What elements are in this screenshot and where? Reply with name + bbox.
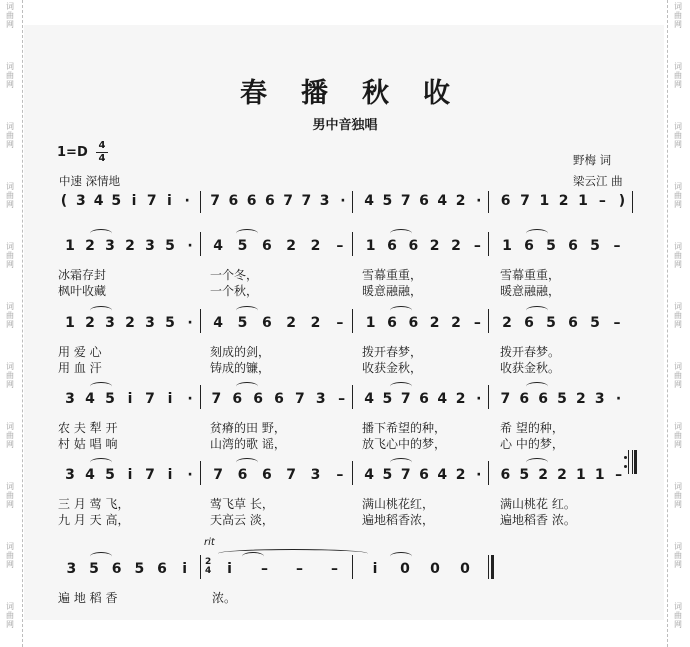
- note: 1: [575, 467, 586, 483]
- note: 7: [213, 467, 224, 483]
- watermark-text: 词 曲 网: [674, 62, 682, 89]
- barline: [352, 232, 353, 256]
- note: 1: [365, 238, 376, 254]
- note: 3: [594, 391, 605, 407]
- note: 3: [319, 193, 330, 209]
- note: 6: [261, 238, 272, 254]
- note: 3: [145, 238, 155, 254]
- lyric-text: 一个秋，: [210, 284, 259, 298]
- note: 2: [451, 315, 461, 331]
- note: 7: [400, 467, 411, 483]
- note: 2: [451, 238, 461, 254]
- note: 7: [283, 193, 293, 209]
- note: 7: [500, 391, 511, 407]
- note: 1: [594, 467, 605, 483]
- note: 5: [165, 238, 175, 254]
- lyric-text: 播下希望的种，: [362, 421, 447, 435]
- lyric-text: 满山桃花红，: [362, 497, 435, 511]
- note: i: [227, 561, 232, 577]
- lyric-text: 山湾的歌 谣，: [210, 437, 286, 451]
- watermark-text: 词 曲 网: [6, 422, 14, 449]
- lyric-text: 农 夫 犁 开: [58, 421, 118, 435]
- watermark-text: 词 曲 网: [674, 182, 682, 209]
- note: 1: [65, 315, 75, 331]
- note: 1: [502, 238, 512, 254]
- slur-mark: [90, 306, 112, 315]
- note: ·: [476, 467, 482, 483]
- note: 7: [210, 193, 220, 209]
- composer-credit: 梁云江 曲: [573, 174, 623, 188]
- note: 6: [261, 467, 272, 483]
- note: ·: [340, 193, 346, 209]
- note: 6: [408, 238, 419, 254]
- barline: [488, 191, 489, 213]
- slur-mark: [90, 552, 112, 561]
- note: i: [182, 561, 188, 577]
- note: 6: [228, 193, 239, 209]
- note: i: [372, 561, 378, 577]
- watermark-text: 词 曲 网: [674, 602, 682, 629]
- watermark-text: 词 曲 网: [6, 242, 14, 269]
- note: –: [336, 315, 344, 331]
- lyric-text: 收获金秋。: [500, 361, 561, 375]
- barline: [488, 385, 489, 409]
- barline: [488, 555, 489, 579]
- barline: [200, 461, 201, 485]
- barline: [200, 385, 201, 409]
- note: 2: [558, 193, 569, 209]
- note: 6: [157, 561, 167, 577]
- watermark-text: 词 曲 网: [674, 362, 682, 389]
- note: 5: [590, 238, 600, 254]
- note: 5: [382, 193, 393, 209]
- note: 1: [65, 238, 75, 254]
- watermark-text: 词 曲 网: [674, 302, 682, 329]
- note: 5: [165, 315, 175, 331]
- note: 2: [85, 238, 95, 254]
- slur-mark: [390, 229, 412, 238]
- note: 2: [429, 315, 440, 331]
- note: 3: [65, 391, 75, 407]
- watermark-text: 词 曲 网: [674, 2, 682, 29]
- lyric-text: 雪幕重重，: [362, 268, 423, 282]
- lyric-text: 浓。: [212, 591, 237, 605]
- barline: [352, 385, 353, 409]
- song-subtitle: 男中音独唱: [312, 118, 378, 133]
- note: 7: [286, 467, 297, 483]
- note: –: [473, 315, 481, 331]
- note: 7: [211, 391, 222, 407]
- time-change-top: 2: [205, 557, 212, 567]
- watermark-text: 词 曲 网: [6, 482, 14, 509]
- note: 2: [429, 238, 440, 254]
- note: 5: [590, 315, 600, 331]
- lyric-text: 收获金秋，: [362, 361, 423, 375]
- note: –: [261, 561, 268, 577]
- lyric-text: 暖意融融，: [500, 284, 561, 298]
- note: –: [336, 238, 344, 254]
- note: ·: [187, 391, 193, 407]
- watermark-text: 词 曲 网: [6, 182, 14, 209]
- repeat-dot: [624, 465, 627, 468]
- note: 4: [85, 391, 95, 407]
- note: 6: [408, 315, 419, 331]
- lyric-text: 一个冬，: [210, 268, 259, 282]
- note: 1: [578, 193, 588, 209]
- note: 4: [93, 193, 104, 209]
- note: 4: [437, 391, 448, 407]
- lyric-text: 刻成的剑，: [210, 345, 271, 359]
- watermark-text: 词 曲 网: [6, 362, 14, 389]
- barline: [352, 191, 353, 213]
- note: 6: [387, 238, 397, 254]
- note: 5: [546, 238, 556, 254]
- note: 2: [125, 315, 135, 331]
- note: 6: [524, 315, 534, 331]
- note: 7: [294, 391, 305, 407]
- note: 7: [301, 193, 312, 209]
- note: 0: [430, 561, 440, 577]
- note: ·: [187, 315, 193, 331]
- note: 4: [437, 193, 448, 209]
- note: i: [131, 193, 137, 209]
- barline: [200, 555, 201, 579]
- note: 2: [575, 391, 586, 407]
- note: 2: [455, 467, 466, 483]
- note: 5: [111, 193, 122, 209]
- note: 4: [364, 391, 375, 407]
- note: 5: [557, 391, 567, 407]
- note: 2: [286, 238, 297, 254]
- barline: [632, 450, 633, 474]
- time-signature: [96, 141, 108, 164]
- note: 2: [557, 467, 567, 483]
- note: 6: [387, 315, 397, 331]
- final-thick-bar: [491, 555, 494, 579]
- note: ·: [615, 391, 622, 407]
- note: –: [615, 467, 623, 483]
- watermark-text: 词 曲 网: [674, 242, 682, 269]
- note: 5: [382, 391, 393, 407]
- note: 3: [66, 561, 77, 577]
- note: 6: [419, 467, 429, 483]
- note: –: [613, 315, 621, 331]
- song-title: 春播秋收: [240, 78, 484, 109]
- barline: [352, 555, 353, 579]
- lyric-text: 莺飞草 长，: [210, 497, 274, 511]
- slur-mark: [236, 306, 258, 315]
- note: 6: [419, 193, 429, 209]
- watermark-text: 词 曲 网: [6, 122, 14, 149]
- lyric-text: 放飞心中的梦，: [362, 437, 447, 451]
- watermark-text: 词 曲 网: [674, 122, 682, 149]
- note: 6: [232, 391, 243, 407]
- note: 6: [274, 391, 284, 407]
- note: 5: [89, 561, 99, 577]
- note: ·: [476, 193, 482, 209]
- note: i: [127, 467, 133, 483]
- watermark-text: 词 曲 网: [674, 422, 682, 449]
- time-signature-top: 4: [98, 140, 106, 151]
- barline: [632, 191, 633, 213]
- note: 2: [455, 391, 466, 407]
- slur-mark: [526, 382, 548, 391]
- note: 2: [85, 315, 95, 331]
- slur-mark: [390, 552, 412, 561]
- note: 7: [146, 193, 157, 209]
- slur-mark: [526, 458, 548, 467]
- watermark-text: 词 曲 网: [6, 62, 14, 89]
- note: 5: [382, 467, 393, 483]
- note: 2: [125, 238, 135, 254]
- note: 6: [246, 193, 257, 209]
- lyric-text: 贫瘠的田 野，: [210, 421, 286, 435]
- lyric-text: 铸成的镰，: [210, 361, 271, 375]
- slur-mark: [236, 382, 258, 391]
- note: 6: [568, 315, 578, 331]
- note: 4: [437, 467, 448, 483]
- barline: [488, 309, 489, 333]
- time-signature-bottom: 4: [98, 153, 106, 164]
- note: –: [613, 238, 621, 254]
- note: 4: [364, 193, 375, 209]
- note: 3: [145, 315, 155, 331]
- note: 2: [455, 193, 466, 209]
- note: 6: [500, 193, 511, 209]
- slur-mark: [236, 458, 258, 467]
- watermark-text: 词 曲 网: [6, 542, 14, 569]
- note: 1: [539, 193, 550, 209]
- note: 3: [310, 467, 321, 483]
- tempo-marking: 中速 深情地: [59, 174, 121, 188]
- note: 6: [500, 467, 511, 483]
- note: 2: [538, 467, 549, 483]
- note: 7: [400, 193, 411, 209]
- note: 7: [145, 391, 155, 407]
- note: 4: [85, 467, 95, 483]
- note: 5: [134, 561, 145, 577]
- note: 3: [75, 193, 86, 209]
- note: 4: [213, 315, 224, 331]
- intro-open-paren: (: [60, 193, 68, 209]
- lyricist-credit: 野梅 词: [573, 153, 612, 167]
- rit-marking: rit: [204, 537, 215, 548]
- barline: [200, 309, 201, 333]
- note: 6: [524, 238, 534, 254]
- lyric-text: 冰霜存封: [58, 268, 107, 282]
- intro-close-paren: ): [618, 193, 626, 209]
- slur-mark: [526, 306, 548, 315]
- lyric-text: 满山桃花 红。: [500, 497, 576, 511]
- lyric-text: 九 月 天 高，: [58, 513, 130, 527]
- note: i: [167, 467, 173, 483]
- repeat-dot: [624, 456, 627, 459]
- note: –: [338, 391, 346, 407]
- barline: [200, 191, 201, 213]
- barline: [488, 461, 489, 485]
- note: 5: [546, 315, 556, 331]
- note: 0: [400, 561, 410, 577]
- note: 2: [286, 315, 297, 331]
- note: 1: [365, 315, 376, 331]
- note: 7: [145, 467, 155, 483]
- barline: [352, 461, 353, 485]
- note: 2: [310, 315, 321, 331]
- note: i: [167, 391, 173, 407]
- note: 6: [538, 391, 549, 407]
- slur-mark: [90, 458, 112, 467]
- note: 2: [310, 238, 321, 254]
- lyric-text: 三 月 莺 飞，: [58, 497, 130, 511]
- note: –: [296, 561, 303, 577]
- note: i: [127, 391, 133, 407]
- note: 6: [419, 391, 429, 407]
- barline: [200, 232, 201, 256]
- note: 3: [105, 238, 115, 254]
- note: 2: [502, 315, 512, 331]
- lyric-text: 遍地稻香浓，: [362, 513, 435, 527]
- note: ·: [184, 193, 190, 209]
- slur-mark: [90, 382, 112, 391]
- note: 7: [400, 391, 411, 407]
- note: 6: [111, 561, 122, 577]
- note: 3: [105, 315, 115, 331]
- lyric-text: 枫叶收藏: [58, 284, 107, 298]
- note: 6: [237, 467, 248, 483]
- note: –: [473, 238, 481, 254]
- barline: [628, 450, 629, 474]
- lyric-text: 希 望的种，: [500, 421, 564, 435]
- note: 5: [105, 391, 115, 407]
- barline: [352, 309, 353, 333]
- note: –: [598, 193, 606, 209]
- repeat-thick-bar: [634, 450, 637, 474]
- slur-mark: [526, 229, 548, 238]
- lyric-text: 遍地稻香 浓。: [500, 513, 576, 527]
- barline: [488, 232, 489, 256]
- note: 4: [213, 238, 224, 254]
- note: –: [331, 561, 338, 577]
- lyric-text: 暖意融融，: [362, 284, 423, 298]
- note: ·: [187, 467, 193, 483]
- lyric-text: 天高云 淡，: [210, 513, 274, 527]
- note: 4: [364, 467, 375, 483]
- note: ·: [187, 238, 193, 254]
- lyric-text: 拨开春梦。: [500, 345, 561, 359]
- note: 7: [520, 193, 530, 209]
- note: i: [167, 193, 172, 209]
- note: 6: [265, 193, 275, 209]
- lyric-text: 村 姑 唱 响: [58, 437, 118, 451]
- lyric-text: 雪幕重重，: [500, 268, 561, 282]
- note: 6: [253, 391, 264, 407]
- lyric-text: 用 血 汗: [58, 361, 102, 375]
- slur-mark: [90, 229, 112, 238]
- note: 5: [237, 315, 248, 331]
- slur-mark: [390, 306, 412, 315]
- lyric-text: 心 中的梦，: [500, 437, 564, 451]
- watermark-text: 词 曲 网: [6, 602, 14, 629]
- tie-arc: [218, 549, 368, 558]
- note: –: [336, 467, 344, 483]
- slur-mark: [390, 382, 412, 391]
- note: 6: [261, 315, 272, 331]
- note: 6: [519, 391, 530, 407]
- watermark-text: 词 曲 网: [6, 302, 14, 329]
- note: 3: [65, 467, 75, 483]
- note: 6: [568, 238, 578, 254]
- lyric-text: 拨开春梦，: [362, 345, 423, 359]
- note: ·: [476, 391, 482, 407]
- watermark-text: 词 曲 网: [674, 542, 682, 569]
- note: 5: [519, 467, 530, 483]
- watermark-text: 词 曲 网: [6, 2, 14, 29]
- note: 5: [237, 238, 248, 254]
- watermark-text: 词 曲 网: [674, 482, 682, 509]
- note: 3: [315, 391, 326, 407]
- note: 0: [460, 561, 470, 577]
- note: 5: [105, 467, 115, 483]
- key-signature: 1=D: [57, 145, 88, 160]
- slur-mark: [236, 229, 258, 238]
- lyric-text: 用 爱 心: [58, 345, 102, 359]
- slur-mark: [390, 458, 412, 467]
- time-change-bottom: 4: [205, 566, 212, 576]
- lyric-text: 遍 地 稻 香: [58, 591, 118, 605]
